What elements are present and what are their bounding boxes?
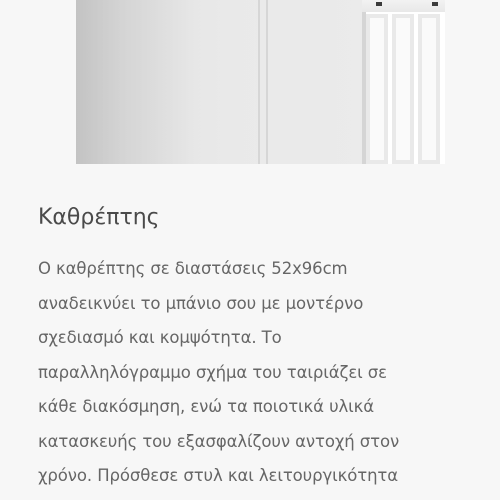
description-line: αναδεικνύει το μπάνιο σου με μοντέρνο: [38, 293, 364, 313]
description-line: σχεδιασμό και κομψότητα. Το: [38, 328, 282, 347]
image-wall-shadow: [76, 0, 196, 164]
mirror-frame-edge: [258, 0, 260, 164]
description-line: κατασκευής του εξασφαλίζουν αντοχή στον: [38, 431, 400, 451]
window-pane: [366, 14, 388, 164]
mirror-frame-edge: [266, 0, 268, 164]
window-pane: [418, 14, 440, 164]
description-line: παραλληλόγραμμο σχήμα του ταιριάζει σε: [38, 362, 387, 382]
product-description: [38, 252, 498, 494]
window-latch: [432, 2, 438, 6]
window-pane: [392, 14, 414, 164]
window-latch: [376, 2, 382, 6]
description-line: Ο καθρέπτης σε διαστάσεις 52x96cm: [38, 259, 348, 278]
description-line: κάθε διακόσμηση, ενώ τα ποιοτικά υλικά: [38, 397, 375, 416]
product-title: Καθρέπτης: [38, 205, 160, 230]
product-image-mirror: [76, 0, 445, 164]
description-line: χρόνο. Πρόσθεσε στυλ και λειτουργικότητα: [38, 466, 399, 485]
image-window: [362, 0, 445, 164]
